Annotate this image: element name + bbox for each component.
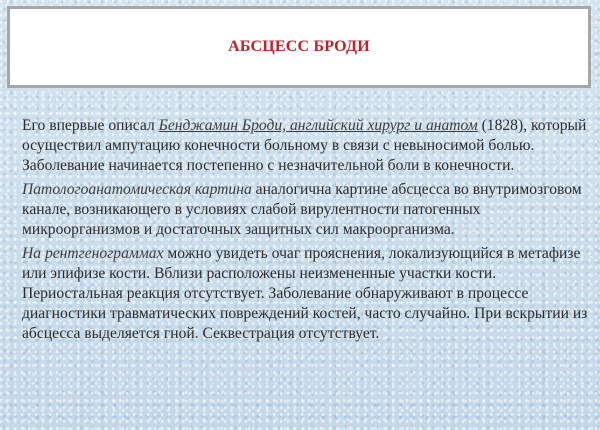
slide-title: АБСЦЕСС БРОДИ — [228, 38, 370, 55]
paragraph-history — [22, 116, 590, 176]
author-reference: Бенджамин Броди, английский хирург и анатом — [158, 117, 478, 134]
paragraph-radiology — [22, 244, 590, 344]
radiology-heading: На рентгенограммах — [22, 245, 164, 262]
pathology-heading: Патологоанатомическая картина — [22, 181, 252, 198]
title-box — [7, 6, 591, 88]
paragraph-pathology-text: аналогична картине абсцесса во внутримозговом канале, возникающего в условиях слабой вирулентности патогенных микроорганизмов и достаточных защитных сил макроорганизма. — [22, 181, 582, 238]
paragraph-pathology — [22, 180, 590, 240]
paragraph-radiology-text: можно увидеть очаг прояснения, локализующийся в метафизе или эпифизе кости. Вблизи расположены неизмененные участки кости. Периостальная реакция отсутствует. Заболевание обнаруживают в процессе диагностики травматических повреждений костей, часто случайно. При вскрытии из абсцесса выделяется гной. Секвестрация отсутствует. — [22, 245, 588, 342]
slide-body — [22, 116, 590, 348]
paragraph-history-lead: Его впервые описал — [22, 117, 159, 134]
paragraph-history-text: (1828), который осуществил ампутацию конечности больному в связи с невыносимой болью. Заболевание начинается постепенно с незначительной боли в конечности. — [22, 117, 587, 174]
